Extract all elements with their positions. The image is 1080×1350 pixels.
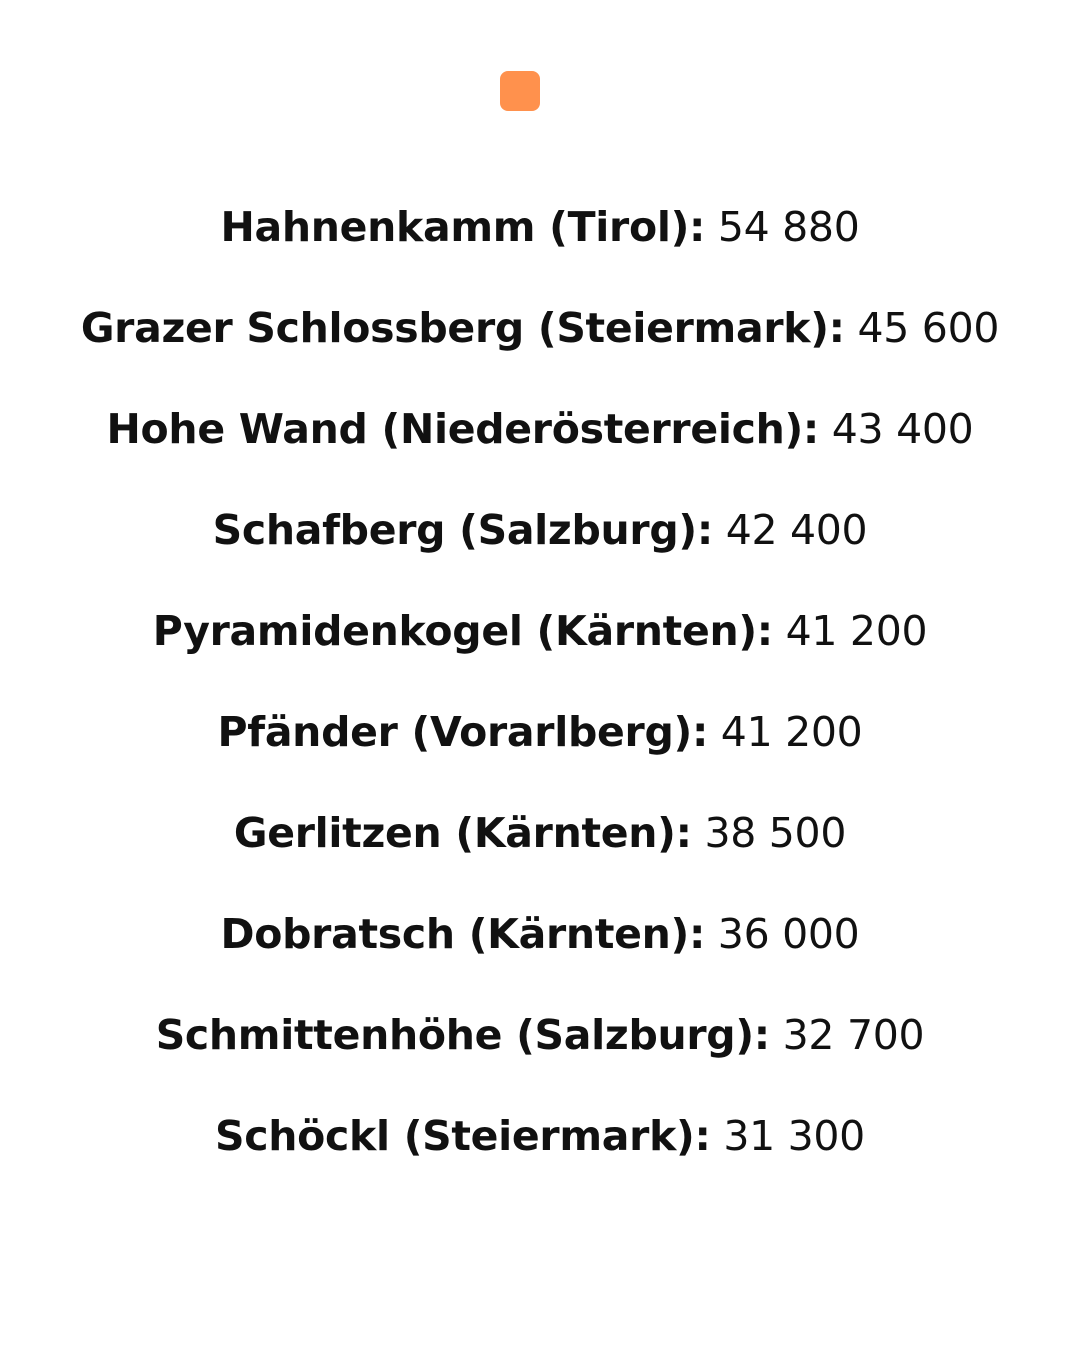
- item-value: 38 500: [704, 809, 847, 857]
- item-name: Hahnenkamm (Tirol):: [220, 203, 706, 251]
- accent-square-icon: [500, 71, 540, 111]
- item-value: 41 200: [785, 607, 928, 655]
- item-value: 43 400: [831, 405, 974, 453]
- list-item: [0, 278, 1080, 379]
- item-value: 45 600: [857, 304, 1000, 352]
- item-name: Pyramidenkogel (Kärnten):: [152, 607, 773, 655]
- item-value: 36 000: [717, 910, 860, 958]
- list-item: [0, 783, 1080, 884]
- item-value: 32 700: [782, 1011, 925, 1059]
- list-item: [0, 581, 1080, 682]
- item-value: 54 880: [717, 203, 860, 251]
- list-item: [0, 682, 1080, 783]
- item-value: 41 200: [720, 708, 863, 756]
- list-item: [0, 480, 1080, 581]
- item-value: 42 400: [725, 506, 868, 554]
- list-item: [0, 177, 1080, 278]
- item-name: Hohe Wand (Niederösterreich):: [106, 405, 820, 453]
- ranking-list: [0, 177, 1080, 1187]
- item-name: Schafberg (Salzburg):: [212, 506, 713, 554]
- list-item: [0, 379, 1080, 480]
- list-item: [0, 884, 1080, 985]
- item-value: 31 300: [723, 1112, 865, 1160]
- item-name: Grazer Schlossberg (Steiermark):: [80, 304, 845, 352]
- item-name: Schmittenhöhe (Salzburg):: [155, 1011, 770, 1059]
- item-name: Dobratsch (Kärnten):: [220, 910, 706, 958]
- item-name: Pfänder (Vorarlberg):: [217, 708, 709, 756]
- item-name: Gerlitzen (Kärnten):: [233, 809, 692, 857]
- item-name: Schöckl (Steiermark):: [215, 1112, 711, 1160]
- list-item: [0, 1086, 1080, 1187]
- list-item: [0, 985, 1080, 1086]
